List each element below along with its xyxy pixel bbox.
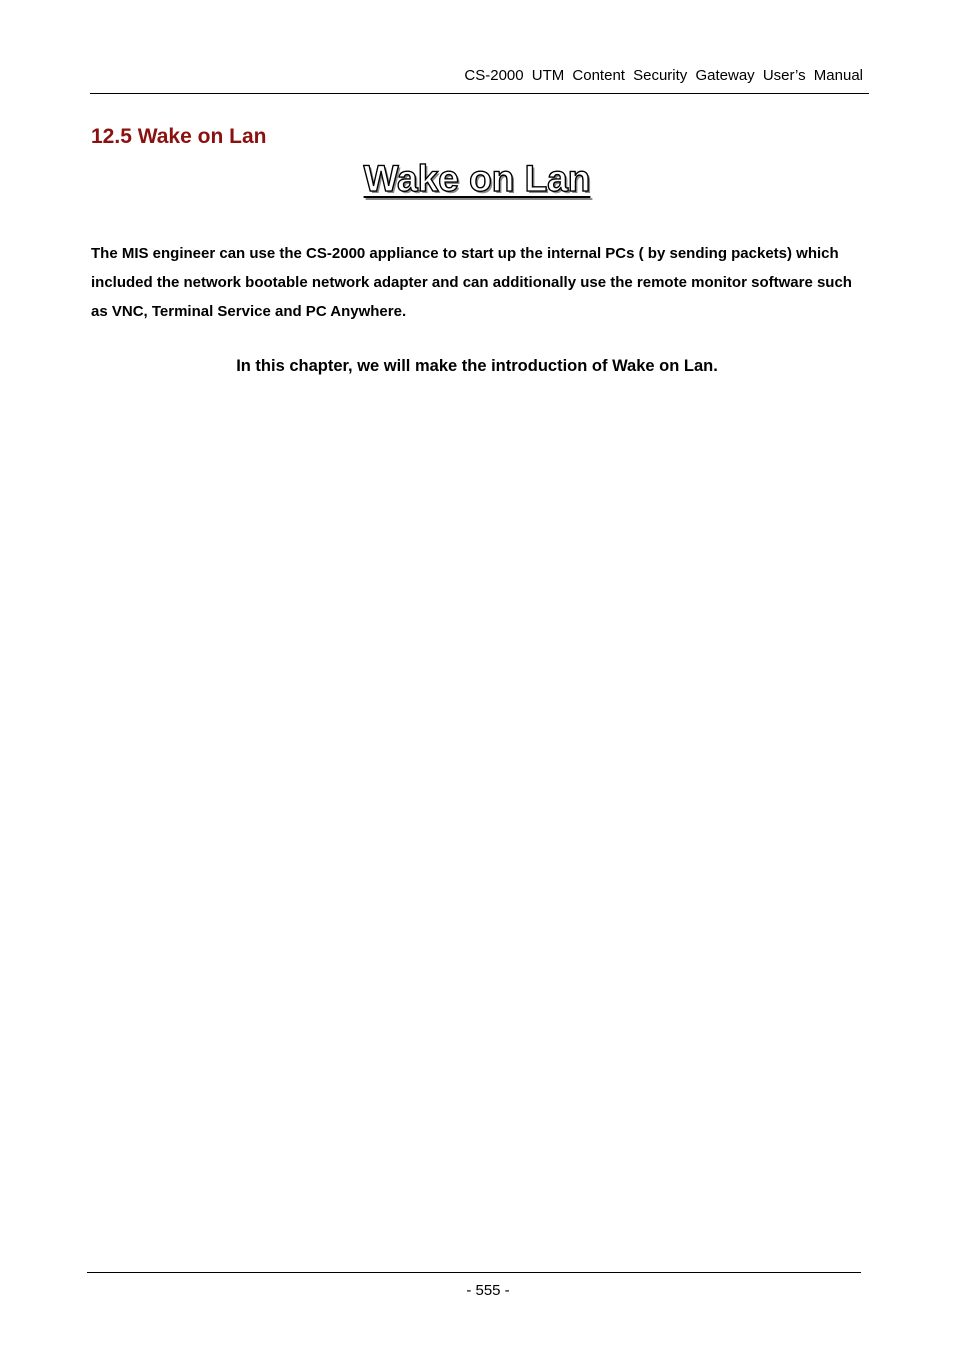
chapter-title-text: Wake on Lan — [363, 158, 591, 199]
chapter-title — [0, 158, 954, 200]
section-heading: 12.5 Wake on Lan — [91, 125, 267, 148]
chapter-intro-line: In this chapter, we will make the introduction of Wake on Lan. — [236, 357, 718, 375]
running-header: CS-2000 UTM Content Security Gateway User’s Manual — [464, 67, 863, 84]
footer-divider — [87, 1272, 861, 1273]
page-number: - 555 - — [466, 1282, 510, 1299]
header-divider — [90, 93, 869, 94]
body-paragraph: The MIS engineer can use the CS-2000 appliance to start up the internal PCs ( by sending packets) which included the network bootable network adapter and can additionally use the remote monitor software such as VNC, Terminal Service and PC Anywhere. — [91, 245, 852, 320]
